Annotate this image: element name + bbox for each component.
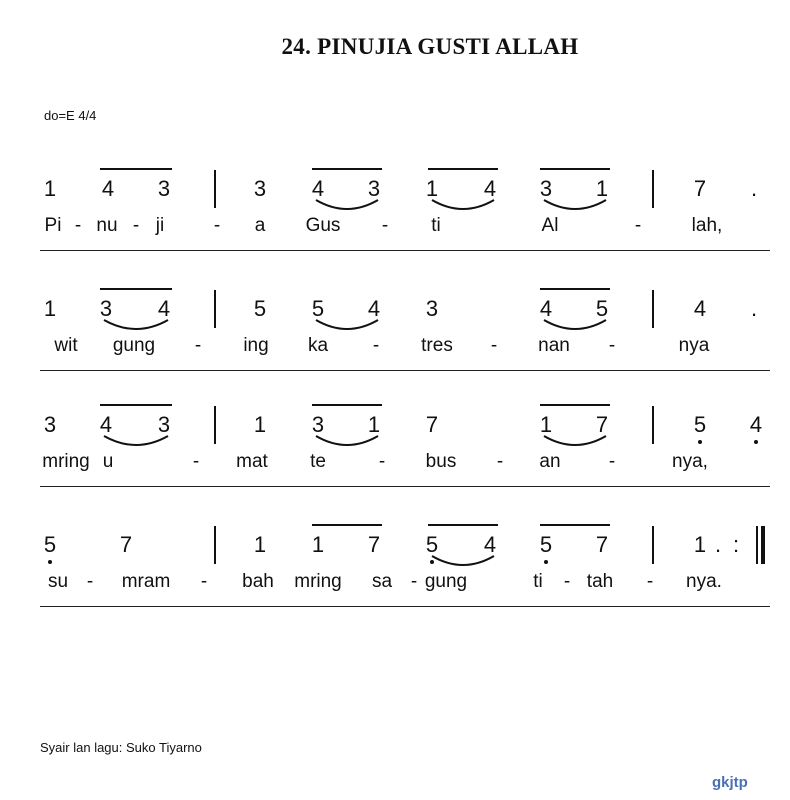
octave-dot (698, 440, 702, 444)
final-bar-thick (761, 526, 765, 564)
slur (432, 556, 494, 565)
lyric-syllable: mram (121, 571, 171, 592)
beam-line (540, 524, 610, 526)
lyric-syllable: - (563, 571, 571, 592)
lyric-syllable: - (410, 571, 418, 592)
note: 3 (43, 412, 57, 437)
note: 4 (101, 176, 115, 201)
lyric-syllable: - (194, 335, 202, 356)
note: 1 (693, 532, 707, 557)
note: 3 (425, 296, 439, 321)
lyric-syllable: nu (96, 215, 118, 236)
lyric-syllable: Pi (44, 215, 62, 236)
lyric-syllable: nya, (672, 451, 708, 472)
bar-line (652, 526, 654, 564)
lyric-syllable: tres (421, 335, 453, 356)
lyric-syllable: - (381, 215, 389, 236)
lyric-syllable: - (132, 215, 140, 236)
note: 1 (253, 412, 267, 437)
beam-line (312, 404, 382, 406)
bar-line (652, 406, 654, 444)
note: 1 (311, 532, 325, 557)
staff-rule (40, 370, 770, 371)
lyric-syllable: - (646, 571, 654, 592)
note: 7 (425, 412, 439, 437)
bar-line (652, 290, 654, 328)
slur (544, 320, 606, 329)
note: 4 (367, 296, 381, 321)
slur (544, 200, 606, 209)
lyric-syllable: ti (533, 571, 543, 592)
beam-line (100, 404, 172, 406)
slur (316, 200, 378, 209)
note: 1 (253, 532, 267, 557)
lyric-syllable: - (608, 451, 616, 472)
lyric-syllable: Gus (305, 215, 341, 236)
note: 7 (693, 176, 707, 201)
note: 1 (367, 412, 381, 437)
song-title: 24. PINUJIA GUSTI ALLAH (281, 34, 579, 59)
note: 5 (253, 296, 267, 321)
note: 3 (539, 176, 553, 201)
note: 4 (483, 176, 497, 201)
slur (104, 320, 168, 329)
beam-line (540, 168, 610, 170)
note: 5 (425, 532, 439, 557)
staff-rule (40, 486, 770, 487)
lyric-syllable: an (539, 451, 561, 472)
beam-line (100, 288, 172, 290)
note: 4 (99, 412, 113, 437)
bar-line (652, 170, 654, 208)
lyric-syllable: ing (243, 335, 269, 356)
note: 7 (595, 412, 609, 437)
lyric-syllable: - (86, 571, 94, 592)
bar-line (214, 290, 216, 328)
beam-line (540, 404, 610, 406)
note: 1 (43, 176, 57, 201)
staff-rule (40, 250, 770, 251)
beam-line (312, 168, 382, 170)
slur (316, 320, 378, 329)
note: 3 (367, 176, 381, 201)
lyric-syllable: sa (371, 571, 393, 592)
slur (104, 436, 168, 445)
beam-line (312, 524, 382, 526)
note: 7 (595, 532, 609, 557)
lyric-syllable: gung (424, 571, 468, 592)
note: 3 (311, 412, 325, 437)
note: 5 (539, 532, 553, 557)
lyric-syllable: - (378, 451, 386, 472)
note: 5 (43, 532, 57, 557)
lyric-syllable: te (310, 451, 326, 472)
key-signature: do=E 4/4 (44, 108, 97, 123)
note: 3 (253, 176, 267, 201)
lyric-syllable: - (200, 571, 208, 592)
lyric-syllable: - (608, 335, 616, 356)
bar-line (214, 170, 216, 208)
watermark-tag: gkjtp (712, 774, 748, 791)
note: 1 (425, 176, 439, 201)
lyric-syllable: nya (678, 335, 710, 356)
slur (544, 436, 606, 445)
lyric-syllable: a (254, 215, 266, 236)
bar-line (214, 406, 216, 444)
credit-line: Syair lan lagu: Suko Tiyarno (40, 740, 202, 755)
note: 1 (43, 296, 57, 321)
lyric-syllable: Al (541, 215, 559, 236)
repeat-sign: : (732, 532, 740, 557)
final-bar-thin (756, 526, 758, 564)
staff-rule (40, 606, 770, 607)
note: 4 (311, 176, 325, 201)
slur (316, 436, 378, 445)
lyric-syllable: lah, (691, 215, 723, 236)
note: 3 (99, 296, 113, 321)
lyric-syllable: nan (538, 335, 570, 356)
note: . (750, 296, 758, 321)
lyric-syllable: u (102, 451, 114, 472)
lyric-syllable: - (213, 215, 221, 236)
lyric-syllable: su (47, 571, 69, 592)
lyric-syllable: wit (54, 335, 78, 356)
lyric-syllable: mring (294, 571, 342, 592)
slur (432, 200, 494, 209)
beam-line (428, 168, 498, 170)
lyric-syllable: - (372, 335, 380, 356)
lyric-syllable: gung (112, 335, 156, 356)
beam-line (428, 524, 498, 526)
octave-dot (544, 560, 548, 564)
lyric-syllable: ti (431, 215, 441, 236)
lyric-syllable: - (634, 215, 642, 236)
note: 4 (483, 532, 497, 557)
note: 5 (311, 296, 325, 321)
lyric-syllable: bah (242, 571, 274, 592)
lyric-syllable: bus (425, 451, 457, 472)
note: . (714, 532, 722, 557)
note: 5 (595, 296, 609, 321)
note: 3 (157, 412, 171, 437)
beam-line (100, 168, 172, 170)
lyric-syllable: tah (586, 571, 614, 592)
note: 4 (693, 296, 707, 321)
note: 1 (595, 176, 609, 201)
lyric-syllable: mring (42, 451, 90, 472)
note: 7 (119, 532, 133, 557)
bar-line (214, 526, 216, 564)
lyric-syllable: nya. (686, 571, 722, 592)
lyric-syllable: - (192, 451, 200, 472)
lyric-syllable: ka (307, 335, 329, 356)
note: 4 (157, 296, 171, 321)
lyric-syllable: ji (155, 215, 165, 236)
octave-dot (48, 560, 52, 564)
note: 4 (749, 412, 763, 437)
lyric-syllable: - (74, 215, 82, 236)
note: 1 (539, 412, 553, 437)
lyric-syllable: - (490, 335, 498, 356)
note: 7 (367, 532, 381, 557)
note: 4 (539, 296, 553, 321)
octave-dot (430, 560, 434, 564)
lyric-syllable: mat (236, 451, 268, 472)
lyric-syllable: - (496, 451, 504, 472)
octave-dot (754, 440, 758, 444)
note: 5 (693, 412, 707, 437)
beam-line (540, 288, 610, 290)
note: 3 (157, 176, 171, 201)
note: . (750, 176, 758, 201)
